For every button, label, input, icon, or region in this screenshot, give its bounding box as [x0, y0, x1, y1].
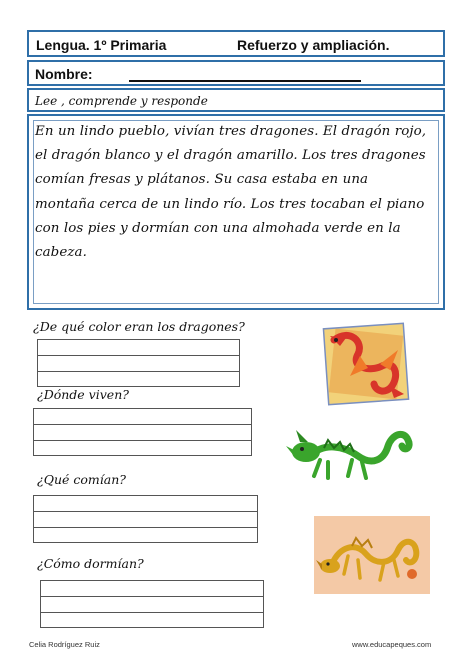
website-link[interactable]: www.educapeques.com [352, 640, 432, 649]
answer-line[interactable] [34, 425, 251, 441]
answer-line[interactable] [41, 581, 263, 597]
question-4: ¿Cómo dormían? [37, 556, 144, 571]
question-1: ¿De qué color eran los dragones? [33, 319, 245, 334]
answer-line[interactable] [41, 613, 263, 627]
story-box [27, 114, 445, 310]
story-text: En un lindo pueblo, vivían tres dragones. El dragón rojo, el dragón blanco y el dragón amarillo. Los tres dragones comían fresas y plátanos. Su casa estaba en una montaña cerca de un lindo río. Los tres tocaban el piano con los pies y dormían con una almohada verde en la cabeza. [35, 124, 427, 261]
instruction-box [27, 88, 445, 112]
answer-lines-1[interactable] [37, 339, 240, 387]
worksheet-title: Refuerzo y ampliación. [237, 37, 390, 53]
answer-line[interactable] [41, 597, 263, 613]
answer-lines-3[interactable] [33, 495, 258, 543]
answer-line[interactable] [38, 372, 239, 386]
red-dragon-icon [320, 320, 412, 408]
yellow-dragon-icon [314, 516, 430, 594]
name-input-line[interactable] [129, 80, 361, 82]
answer-line[interactable] [38, 356, 239, 372]
subject-title: Lengua. 1º Primaria [36, 37, 167, 53]
name-label: Nombre: [35, 66, 93, 82]
green-dragon-icon [284, 416, 420, 488]
answer-line[interactable] [34, 409, 251, 425]
question-2: ¿Dónde viven? [37, 387, 129, 402]
answer-line[interactable] [34, 441, 251, 455]
name-row [27, 60, 445, 86]
author-credit: Celia Rodríguez Ruiz [29, 640, 100, 649]
answer-lines-2[interactable] [33, 408, 252, 456]
question-3: ¿Qué comían? [37, 472, 126, 487]
instruction-text: Lee , comprende y responde [35, 94, 208, 108]
worksheet-header [27, 30, 445, 57]
answer-line[interactable] [34, 496, 257, 512]
answer-line[interactable] [34, 528, 257, 542]
answer-line[interactable] [38, 340, 239, 356]
answer-lines-4[interactable] [40, 580, 264, 628]
answer-line[interactable] [34, 512, 257, 528]
